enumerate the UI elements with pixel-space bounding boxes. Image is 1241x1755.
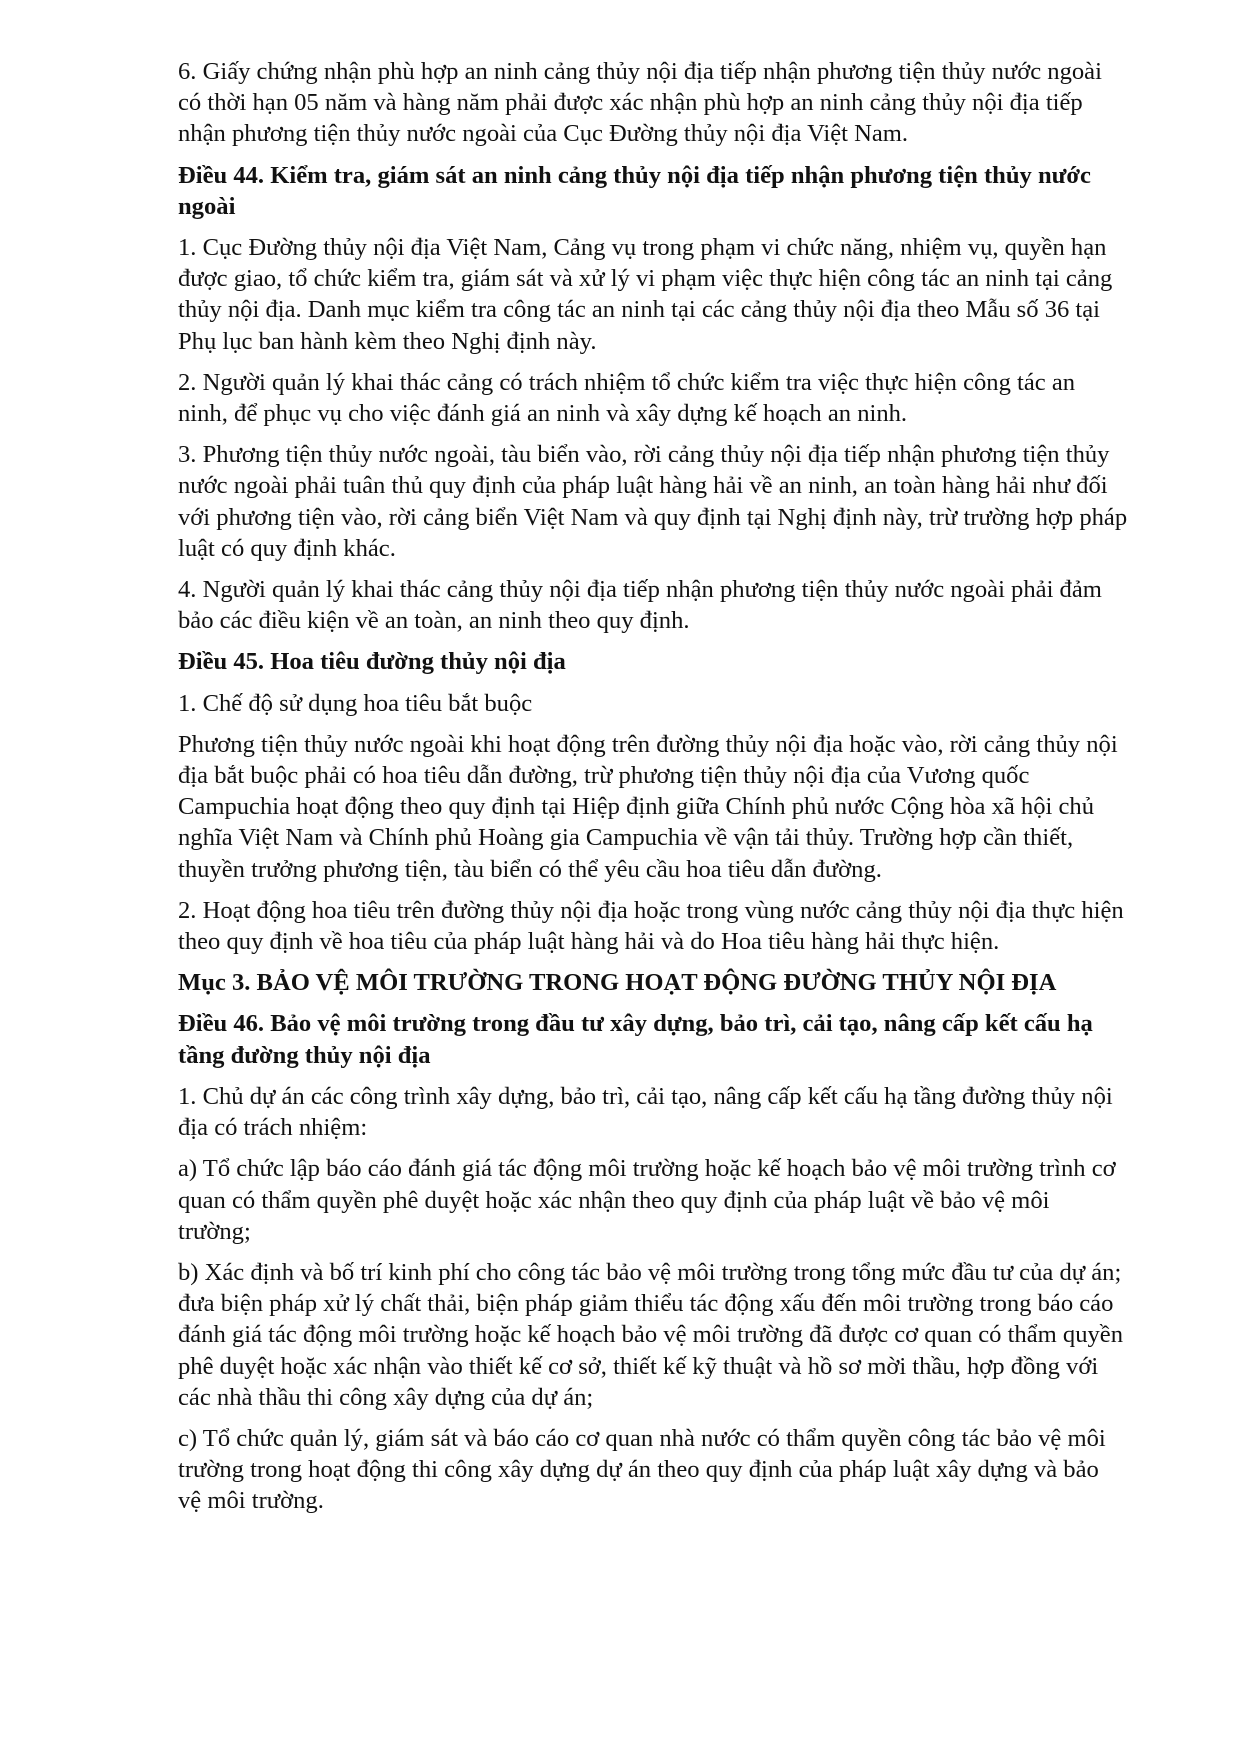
- heading-article-44: Điều 44. Kiểm tra, giám sát an ninh cảng thủy nội địa tiếp nhận phương tiện thủy nước ngoài: [178, 161, 1091, 220]
- paragraph-article-44-clause-2: 2. Người quản lý khai thác cảng có trách nhiệm tổ chức kiểm tra việc thực hiện công tác an ninh, để phục vụ cho việc đánh giá an ninh và xây dựng kế hoạch an ninh.: [178, 368, 1076, 428]
- paragraph-article-46-point-b: b) Xác định và bố trí kinh phí cho công tác bảo vệ môi trường trong tổng mức đầu tư của dự án; đưa biện pháp xử lý chất thải, biện pháp giảm thiểu tác động xấu đến môi trường trong báo cáo đánh giá tác động môi trường hoặc kế hoạch bảo vệ môi trường đã được cơ quan có thẩm quyền phê duyệt hoặc xác nhận vào thiết kế cơ sở, thiết kế kỹ thuật và hồ sơ mời thầu, hợp đồng với các nhà thầu thi công xây dựng của dự án;: [178, 1258, 1124, 1411]
- paragraph-clause-6: 6. Giấy chứng nhận phù hợp an ninh cảng thủy nội địa tiếp nhận phương tiện thủy nước ngoài có thời hạn 05 năm và hàng năm phải được xác nhận phù hợp an ninh cảng thủy nội địa tiếp nhận phương tiện thủy nước ngoài của Cục Đường thủy nội địa Việt Nam.: [178, 58, 1102, 148]
- heading-article-45: Điều 45. Hoa tiêu đường thủy nội địa: [178, 648, 566, 676]
- document-page: [178, 56, 1128, 1527]
- paragraph-article-45-clause-1-body: Phương tiện thủy nước ngoài khi hoạt động trên đường thủy nội địa hoặc vào, rời cảng thủy nội địa bắt buộc phải có hoa tiêu dẫn đường, trừ phương tiện thủy nội địa của Vương quốc Campuchia hoạt động theo quy định tại Hiệp định giữa Chính phủ nước Cộng hòa xã hội chủ nghĩa Việt Nam và Chính phủ Hoàng gia Campuchia về vận tải thủy. Trường hợp cần thiết, thuyền trưởng phương tiện, tàu biển có thể yêu cầu hoa tiêu dẫn đường.: [178, 730, 1118, 883]
- paragraph-article-46-point-a: a) Tổ chức lập báo cáo đánh giá tác động môi trường hoặc kế hoạch bảo vệ môi trường trình cơ quan có thẩm quyền phê duyệt hoặc xác nhận theo quy định của pháp luật về bảo vệ môi trường;: [178, 1155, 1116, 1245]
- heading-section-3: Mục 3. BẢO VỆ MÔI TRƯỜNG TRONG HOẠT ĐỘNG ĐƯỜNG THỦY NỘI ĐỊA: [178, 969, 1057, 997]
- heading-article-46: Điều 46. Bảo vệ môi trường trong đầu tư xây dựng, bảo trì, cải tạo, nâng cấp kết cấu hạ tầng đường thủy nội địa: [178, 1010, 1093, 1069]
- paragraph-article-46-clause-1: 1. Chủ dự án các công trình xây dựng, bảo trì, cải tạo, nâng cấp kết cấu hạ tầng đường thủy nội địa có trách nhiệm:: [178, 1082, 1113, 1142]
- paragraph-article-44-clause-4: 4. Người quản lý khai thác cảng thủy nội địa tiếp nhận phương tiện thủy nước ngoài phải đảm bảo các điều kiện về an toàn, an ninh theo quy định.: [178, 576, 1102, 635]
- paragraph-article-45-clause-2: 2. Hoạt động hoa tiêu trên đường thủy nội địa hoặc trong vùng nước cảng thủy nội địa thực hiện theo quy định về hoa tiêu của pháp luật hàng hải và do Hoa tiêu hàng hải thực hiện.: [178, 896, 1124, 956]
- paragraph-article-45-clause-1: 1. Chế độ sử dụng hoa tiêu bắt buộc: [178, 689, 533, 717]
- paragraph-article-46-point-c: c) Tổ chức quản lý, giám sát và báo cáo cơ quan nhà nước có thẩm quyền công tác bảo vệ môi trường trong hoạt động thi công xây dựng dự án theo quy định của pháp luật xây dựng và bảo vệ môi trường.: [178, 1424, 1106, 1515]
- paragraph-article-44-clause-1: 1. Cục Đường thủy nội địa Việt Nam, Cảng vụ trong phạm vi chức năng, nhiệm vụ, quyền hạn được giao, tổ chức kiểm tra, giám sát và xử lý vi phạm việc thực hiện công tác an ninh tại cảng thủy nội địa. Danh mục kiểm tra công tác an ninh tại các cảng thủy nội địa theo Mẫu số 36 tại Phụ lục ban hành kèm theo Nghị định này.: [178, 234, 1113, 355]
- paragraph-article-44-clause-3: 3. Phương tiện thủy nước ngoài, tàu biển vào, rời cảng thủy nội địa tiếp nhận phương tiện thủy nước ngoài phải tuân thủ quy định của pháp luật hàng hải về an ninh, an toàn hàng hải như đối với phương tiện vào, rời cảng biển Việt Nam và quy định tại Nghị định này, trừ trường hợp pháp luật có quy định khác.: [178, 441, 1128, 562]
